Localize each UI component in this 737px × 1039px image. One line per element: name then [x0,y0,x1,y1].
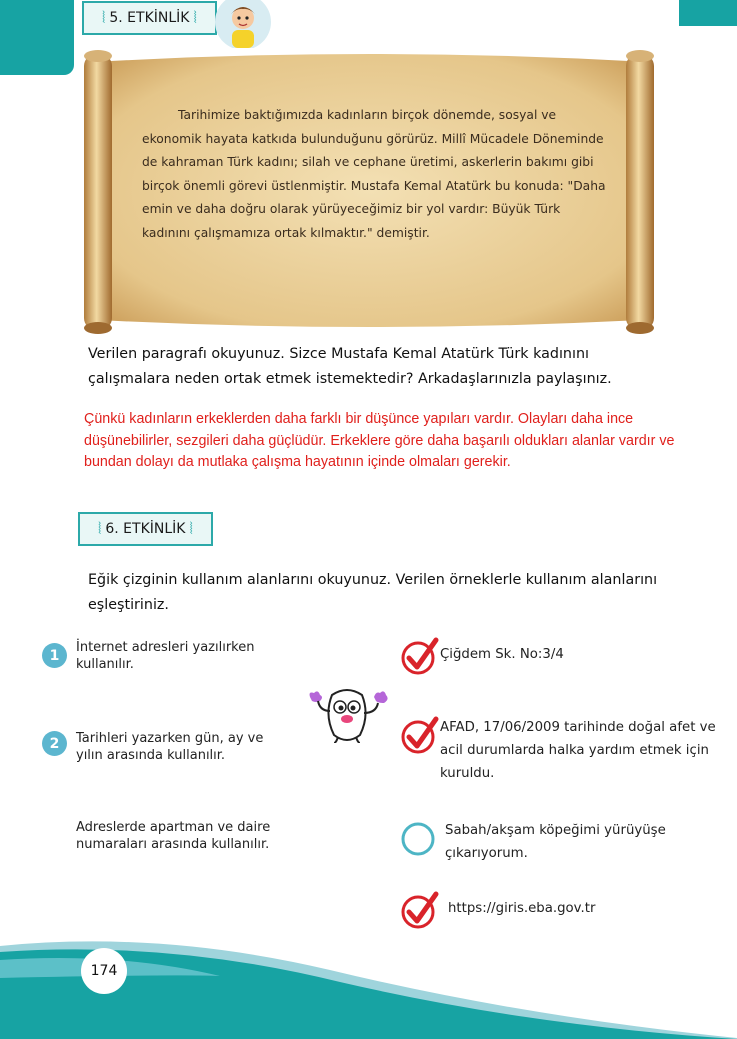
left-item-3: Adreslerde apartman ve daire numaraları arasında kullanılır. [76,820,271,852]
activity-6-label: 6. ETKİNLİK [105,521,186,537]
activity-5-label: 5. ETKİNLİK [109,10,190,26]
page-number: 174 [81,948,127,994]
empty-circle-icon[interactable] [400,819,440,859]
check-circle-icon[interactable] [400,636,440,676]
corner-band-left [0,0,74,75]
child-avatar-icon [213,0,273,48]
item-number-2: 2 [42,731,67,756]
zigzag-icon: ⦚ [189,519,193,538]
corner-band-right [679,0,737,26]
scroll-paragraph: Tarihimize baktığımızda kadınların birçok dönemde, sosyal ve ekonomik hayata katkıda bulunduğunu görürüz. Millî Mücadele Döneminde de kahraman Türk kadını; silah ve cephane üretimi, askerlerin bakımı gibi birçok önemli görevi üstlenmiştir. Mustafa Kemal Atatürk bu konuda: "Daha emin ve daha doğru olarak yürüyeceğimiz bir yol vardır: Büyük Türk kadınını çalışmamıza ortak kılmaktır." demiştir. [142,108,606,240]
zigzag-icon: ⦚ [98,519,102,538]
activity-6-tag [78,512,213,546]
item-number-1: 1 [42,643,67,668]
activity-5-question: Verilen paragrafı okuyunuz. Sizce Mustafa Kemal Atatürk Türk kadınını çalışmalara neden ortak etmek istemektedir? Arkadaşlarınızla paylaşınız. [88,346,612,387]
left-item-2: Tarihleri yazarken gün, ay ve yılın arasında kullanılır. [76,731,264,763]
zigzag-icon: ⦚ [102,8,106,27]
activity-5-tag [82,1,217,35]
left-item-1: İnternet adresleri yazılırken kullanılır. [76,640,255,672]
check-circle-icon[interactable] [400,890,440,930]
zigzag-icon: ⦚ [193,8,197,27]
right-item-3: Sabah/akşam köpeğimi yürüyüşe çıkarıyorum. [445,823,666,861]
activity-6-instruction: Eğik çizginin kullanım alanlarını okuyunuz. Verilen örneklerle kullanım alanlarını eşleştiriniz. [88,572,658,613]
purple-monster-icon [304,687,390,743]
activity-5-answer: Çünkü kadınların erkeklerden daha farklı bir düşünce yapıları vardır. Olayları daha ince düşünebilirler, sezgileri daha güçlüdür. Erkeklere göre daha başarılı oldukları alanlar vardır ve bundan dolayı da mutlaka çalışma hayatının içinde olmaları gerekir. [84,411,675,470]
right-item-4: https://giris.eba.gov.tr [448,901,596,916]
right-item-2: AFAD, 17/06/2009 tarihinde doğal afet ve acil durumlarda halka yardım etmek için kuruldu. [440,720,716,781]
check-circle-icon[interactable] [400,715,440,755]
right-item-1: Çiğdem Sk. No:3/4 [440,647,564,662]
